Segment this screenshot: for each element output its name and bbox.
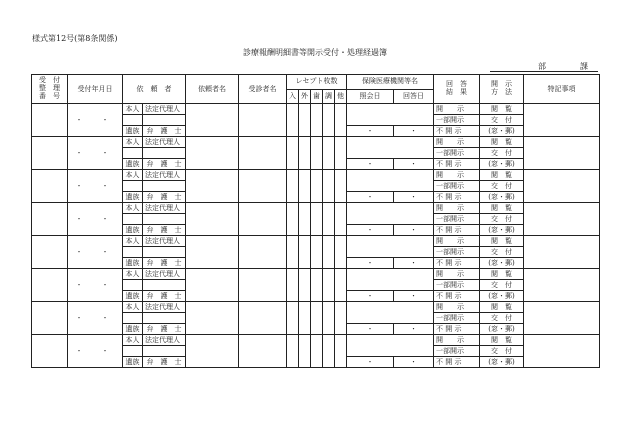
receipt-nyu-cell[interactable] — [287, 335, 299, 368]
irainin-honnin: 本人 — [123, 170, 143, 181]
irainin-bengoshi: 弁 護 士 — [143, 357, 186, 368]
uketsuke-date-cell[interactable]: ・ ・ — [68, 170, 123, 203]
receipt-gai-cell[interactable] — [299, 269, 311, 302]
receipt-nyu-cell[interactable] — [287, 203, 299, 236]
irainin-blank — [143, 247, 186, 258]
jushinsha-name-cell[interactable] — [239, 302, 287, 335]
irainin-izoku: 遺族 — [123, 258, 143, 269]
irainin-blank — [143, 115, 186, 126]
irainin-honnin: 本人 — [123, 137, 143, 148]
hoho-kofu: 交 付 — [480, 247, 524, 258]
header-kaiji-hoho: 開 示 方 法 — [480, 75, 524, 104]
hoho-mado-yu: (窓・郵) — [480, 258, 524, 269]
hoho-etsuran: 閲 覧 — [480, 269, 524, 280]
hoken-kikan-name-cell[interactable] — [347, 170, 434, 192]
uketsuke-date-cell[interactable]: ・ ・ — [68, 302, 123, 335]
irainin-bengoshi: 弁 護 士 — [143, 258, 186, 269]
department-ka-label: 課 — [580, 62, 588, 71]
irainin-izoku: 遺族 — [123, 324, 143, 335]
kaito-date-cell[interactable]: ・ — [394, 357, 434, 368]
shokai-date-cell[interactable]: ・ — [347, 159, 394, 170]
irainin-blank — [123, 346, 143, 357]
kekka-ichibu-kaiji: 一部開示 — [434, 346, 480, 357]
irainin-honnin: 本人 — [123, 269, 143, 280]
hoken-kikan-name-cell[interactable] — [347, 302, 434, 324]
kekka-ichibu-kaiji: 一部開示 — [434, 115, 480, 126]
kekka-ichibu-kaiji: 一部開示 — [434, 214, 480, 225]
irainin-name-cell[interactable] — [186, 335, 239, 368]
shokai-date-cell[interactable]: ・ — [347, 291, 394, 302]
irainin-bengoshi: 弁 護 士 — [143, 126, 186, 137]
hoken-kikan-name-cell[interactable] — [347, 269, 434, 291]
irainin-hotei-dairinin: 法定代理人 — [143, 335, 186, 346]
irainin-name-cell[interactable] — [186, 137, 239, 170]
receipt-ta-cell[interactable] — [335, 104, 347, 137]
tokki-jiko-cell[interactable] — [524, 269, 600, 302]
irainin-blank — [123, 115, 143, 126]
kekka-kaiji: 開 示 — [434, 236, 480, 247]
receipt-ta-cell[interactable] — [335, 203, 347, 236]
irainin-blank — [143, 181, 186, 192]
uketsuke-date-cell[interactable]: ・ ・ — [68, 137, 123, 170]
shokai-date-cell[interactable]: ・ — [347, 126, 394, 137]
irainin-bengoshi: 弁 護 士 — [143, 225, 186, 236]
irainin-izoku: 遺族 — [123, 291, 143, 302]
receipt-ta-cell[interactable] — [335, 170, 347, 203]
header-kaito-date: 回答日 — [394, 89, 434, 104]
irainin-name-cell[interactable] — [186, 236, 239, 269]
hoho-etsuran: 閲 覧 — [480, 236, 524, 247]
irainin-name-cell[interactable] — [186, 170, 239, 203]
receipt-shi-cell[interactable] — [311, 203, 323, 236]
tokki-jiko-cell[interactable] — [524, 137, 600, 170]
register-table — [31, 74, 600, 368]
jushinsha-name-cell[interactable] — [239, 236, 287, 269]
department-field[interactable] — [490, 61, 598, 72]
uketsuke-date-cell[interactable]: ・ ・ — [68, 104, 123, 137]
hoho-kofu: 交 付 — [480, 280, 524, 291]
hoho-kofu: 交 付 — [480, 214, 524, 225]
irainin-name-cell[interactable] — [186, 104, 239, 137]
hoho-mado-yu: (窓・郵) — [480, 192, 524, 203]
irainin-blank — [123, 148, 143, 159]
receipt-gai-cell[interactable] — [299, 170, 311, 203]
jushinsha-name-cell[interactable] — [239, 335, 287, 368]
irainin-name-cell[interactable] — [186, 203, 239, 236]
receipt-cho-cell[interactable] — [323, 170, 335, 203]
receipt-nyu-cell[interactable] — [287, 269, 299, 302]
kekka-ichibu-kaiji: 一部開示 — [434, 247, 480, 258]
hoho-etsuran: 閲 覧 — [480, 170, 524, 181]
irainin-izoku: 遺族 — [123, 192, 143, 203]
tokki-jiko-cell[interactable] — [524, 302, 600, 335]
hoho-kofu: 交 付 — [480, 148, 524, 159]
hoho-kofu: 交 付 — [480, 346, 524, 357]
irainin-name-cell[interactable] — [186, 302, 239, 335]
receipt-cho-cell[interactable] — [323, 269, 335, 302]
receipt-nyu-cell[interactable] — [287, 236, 299, 269]
irainin-hotei-dairinin: 法定代理人 — [143, 203, 186, 214]
irainin-bengoshi: 弁 護 士 — [143, 324, 186, 335]
kekka-fukaiji: 不 開 示 — [434, 192, 480, 203]
header-receipt-count: レセプト枚数 — [287, 75, 347, 90]
irainin-blank — [143, 280, 186, 291]
irainin-honnin: 本人 — [123, 203, 143, 214]
receipt-cho-cell[interactable] — [323, 335, 335, 368]
kekka-kaiji: 開 示 — [434, 302, 480, 313]
receipt-shi-cell[interactable] — [311, 170, 323, 203]
uketsuke-bango-cell[interactable] — [32, 335, 68, 368]
register-row — [32, 104, 600, 115]
hoho-etsuran: 閲 覧 — [480, 335, 524, 346]
jushinsha-name-cell[interactable] — [239, 269, 287, 302]
receipt-gai-cell[interactable] — [299, 335, 311, 368]
receipt-shi-cell[interactable] — [311, 335, 323, 368]
receipt-shi-cell[interactable] — [311, 104, 323, 137]
uketsuke-date-cell[interactable]: ・ ・ — [68, 236, 123, 269]
receipt-cho-cell[interactable] — [323, 236, 335, 269]
uketsuke-date-cell[interactable]: ・ ・ — [68, 269, 123, 302]
receipt-nyu-cell[interactable] — [287, 104, 299, 137]
receipt-gai-cell[interactable] — [299, 236, 311, 269]
shokai-date-cell[interactable]: ・ — [347, 258, 394, 269]
irainin-blank — [123, 181, 143, 192]
hoken-kikan-name-cell[interactable] — [347, 236, 434, 258]
shokai-date-cell[interactable]: ・ — [347, 357, 394, 368]
header-receipt-ta: 他 — [335, 89, 347, 104]
uketsuke-bango-cell[interactable] — [32, 104, 68, 137]
kekka-fukaiji: 不 開 示 — [434, 225, 480, 236]
kaito-date-cell[interactable]: ・ — [394, 324, 434, 335]
kekka-fukaiji: 不 開 示 — [434, 159, 480, 170]
receipt-cho-cell[interactable] — [323, 302, 335, 335]
jushinsha-name-cell[interactable] — [239, 170, 287, 203]
irainin-blank — [143, 346, 186, 357]
kekka-fukaiji: 不 開 示 — [434, 291, 480, 302]
kaito-date-cell[interactable]: ・ — [394, 159, 434, 170]
kekka-fukaiji: 不 開 示 — [434, 357, 480, 368]
hoho-kofu: 交 付 — [480, 313, 524, 324]
hoho-etsuran: 閲 覧 — [480, 203, 524, 214]
tokki-jiko-cell[interactable] — [524, 203, 600, 236]
jushinsha-name-cell[interactable] — [239, 104, 287, 137]
irainin-honnin: 本人 — [123, 236, 143, 247]
hoken-kikan-name-cell[interactable] — [347, 104, 434, 126]
hoho-mado-yu: (窓・郵) — [480, 291, 524, 302]
header-receipt-nyu: 入 — [287, 89, 299, 104]
shokai-date-cell[interactable]: ・ — [347, 192, 394, 203]
irainin-honnin: 本人 — [123, 335, 143, 346]
kekka-fukaiji: 不 開 示 — [434, 258, 480, 269]
receipt-nyu-cell[interactable] — [287, 137, 299, 170]
header-shokai-date: 照会日 — [347, 89, 394, 104]
irainin-hotei-dairinin: 法定代理人 — [143, 104, 186, 115]
kaito-date-cell[interactable]: ・ — [394, 258, 434, 269]
irainin-bengoshi: 弁 護 士 — [143, 159, 186, 170]
header-kaito-kekka: 回 答 結 果 — [434, 75, 480, 104]
irainin-hotei-dairinin: 法定代理人 — [143, 137, 186, 148]
receipt-shi-cell[interactable] — [311, 302, 323, 335]
kaito-date-cell[interactable]: ・ — [394, 192, 434, 203]
irainin-hotei-dairinin: 法定代理人 — [143, 170, 186, 181]
kekka-ichibu-kaiji: 一部開示 — [434, 148, 480, 159]
header-receipt-gai: 外 — [299, 89, 311, 104]
hoho-mado-yu: (窓・郵) — [480, 159, 524, 170]
receipt-ta-cell[interactable] — [335, 236, 347, 269]
page-title: 診療報酬明細書等開示受付・処理経過簿 — [243, 48, 387, 57]
irainin-izoku: 遺族 — [123, 357, 143, 368]
jushinsha-name-cell[interactable] — [239, 203, 287, 236]
register-row — [32, 170, 600, 181]
uketsuke-bango-cell[interactable] — [32, 170, 68, 203]
kekka-kaiji: 開 示 — [434, 269, 480, 280]
kekka-kaiji: 開 示 — [434, 170, 480, 181]
irainin-izoku: 遺族 — [123, 225, 143, 236]
kekka-fukaiji: 不 開 示 — [434, 324, 480, 335]
tokki-jiko-cell[interactable] — [524, 236, 600, 269]
kekka-kaiji: 開 示 — [434, 104, 480, 115]
kekka-ichibu-kaiji: 一部開示 — [434, 181, 480, 192]
irainin-hotei-dairinin: 法定代理人 — [143, 302, 186, 313]
header-uketsuke-date: 受付年月日 — [68, 75, 123, 104]
receipt-cho-cell[interactable] — [323, 137, 335, 170]
irainin-blank — [123, 214, 143, 225]
hoho-kofu: 交 付 — [480, 181, 524, 192]
shokai-date-cell[interactable]: ・ — [347, 225, 394, 236]
irainin-honnin: 本人 — [123, 302, 143, 313]
header-irainin: 依 頼 者 — [123, 75, 186, 104]
register-row — [32, 137, 600, 148]
kaito-date-cell[interactable]: ・ — [394, 126, 434, 137]
kaito-date-cell[interactable]: ・ — [394, 291, 434, 302]
register-row — [32, 335, 600, 346]
receipt-ta-cell[interactable] — [335, 269, 347, 302]
irainin-blank — [143, 313, 186, 324]
hoho-mado-yu: (窓・郵) — [480, 324, 524, 335]
receipt-gai-cell[interactable] — [299, 302, 311, 335]
header-hoken-kikan: 保険医療機関等名 — [347, 75, 434, 90]
irainin-blank — [143, 214, 186, 225]
receipt-cho-cell[interactable] — [323, 203, 335, 236]
hoken-kikan-name-cell[interactable] — [347, 335, 434, 357]
hoho-etsuran: 閲 覧 — [480, 302, 524, 313]
hoho-mado-yu: (窓・郵) — [480, 357, 524, 368]
hoken-kikan-name-cell[interactable] — [347, 137, 434, 159]
receipt-shi-cell[interactable] — [311, 137, 323, 170]
header-jushinsha-name: 受診者名 — [239, 75, 287, 104]
shokai-date-cell[interactable]: ・ — [347, 324, 394, 335]
receipt-ta-cell[interactable] — [335, 137, 347, 170]
irainin-izoku: 遺族 — [123, 159, 143, 170]
uketsuke-bango-cell[interactable] — [32, 203, 68, 236]
irainin-name-cell[interactable] — [186, 269, 239, 302]
header-uketsuke-bango: 受 付 整 理 番 号 — [32, 75, 68, 104]
hoken-kikan-name-cell[interactable] — [347, 203, 434, 225]
receipt-shi-cell[interactable] — [311, 269, 323, 302]
department-bu-label: 部 — [538, 62, 546, 71]
uketsuke-bango-cell[interactable] — [32, 137, 68, 170]
irainin-izoku: 遺族 — [123, 126, 143, 137]
register-row — [32, 302, 600, 313]
receipt-cho-cell[interactable] — [323, 104, 335, 137]
form-number: 様式第12号(第8条関係) — [32, 34, 118, 43]
uketsuke-date-cell[interactable]: ・ ・ — [68, 335, 123, 368]
header-receipt-shi: 歯 — [311, 89, 323, 104]
tokki-jiko-cell[interactable] — [524, 335, 600, 368]
uketsuke-date-cell[interactable]: ・ ・ — [68, 203, 123, 236]
hoho-etsuran: 閲 覧 — [480, 104, 524, 115]
receipt-shi-cell[interactable] — [311, 236, 323, 269]
hoho-etsuran: 閲 覧 — [480, 137, 524, 148]
register-row — [32, 203, 600, 214]
tokki-jiko-cell[interactable] — [524, 104, 600, 137]
receipt-gai-cell[interactable] — [299, 203, 311, 236]
receipt-nyu-cell[interactable] — [287, 170, 299, 203]
receipt-nyu-cell[interactable] — [287, 302, 299, 335]
hoho-mado-yu: (窓・郵) — [480, 126, 524, 137]
register-row — [32, 269, 600, 280]
header-irainin-name: 依頼者名 — [186, 75, 239, 104]
tokki-jiko-cell[interactable] — [524, 170, 600, 203]
uketsuke-bango-cell[interactable] — [32, 236, 68, 269]
header-tokki-jiko: 特記事項 — [524, 75, 600, 104]
kekka-fukaiji: 不 開 示 — [434, 126, 480, 137]
kaito-date-cell[interactable]: ・ — [394, 225, 434, 236]
irainin-hotei-dairinin: 法定代理人 — [143, 236, 186, 247]
irainin-blank — [123, 313, 143, 324]
kekka-kaiji: 開 示 — [434, 203, 480, 214]
receipt-gai-cell[interactable] — [299, 104, 311, 137]
hoho-mado-yu: (窓・郵) — [480, 225, 524, 236]
irainin-bengoshi: 弁 護 士 — [143, 291, 186, 302]
receipt-gai-cell[interactable] — [299, 137, 311, 170]
irainin-blank — [143, 148, 186, 159]
receipt-ta-cell[interactable] — [335, 335, 347, 368]
header-receipt-cho: 調 — [323, 89, 335, 104]
irainin-blank — [123, 247, 143, 258]
kekka-kaiji: 開 示 — [434, 137, 480, 148]
hoho-kofu: 交 付 — [480, 115, 524, 126]
uketsuke-bango-cell[interactable] — [32, 269, 68, 302]
kekka-kaiji: 開 示 — [434, 335, 480, 346]
kekka-ichibu-kaiji: 一部開示 — [434, 280, 480, 291]
irainin-honnin: 本人 — [123, 104, 143, 115]
jushinsha-name-cell[interactable] — [239, 137, 287, 170]
irainin-blank — [123, 280, 143, 291]
irainin-hotei-dairinin: 法定代理人 — [143, 269, 186, 280]
register-row — [32, 236, 600, 247]
kekka-ichibu-kaiji: 一部開示 — [434, 313, 480, 324]
receipt-ta-cell[interactable] — [335, 302, 347, 335]
uketsuke-bango-cell[interactable] — [32, 302, 68, 335]
irainin-bengoshi: 弁 護 士 — [143, 192, 186, 203]
